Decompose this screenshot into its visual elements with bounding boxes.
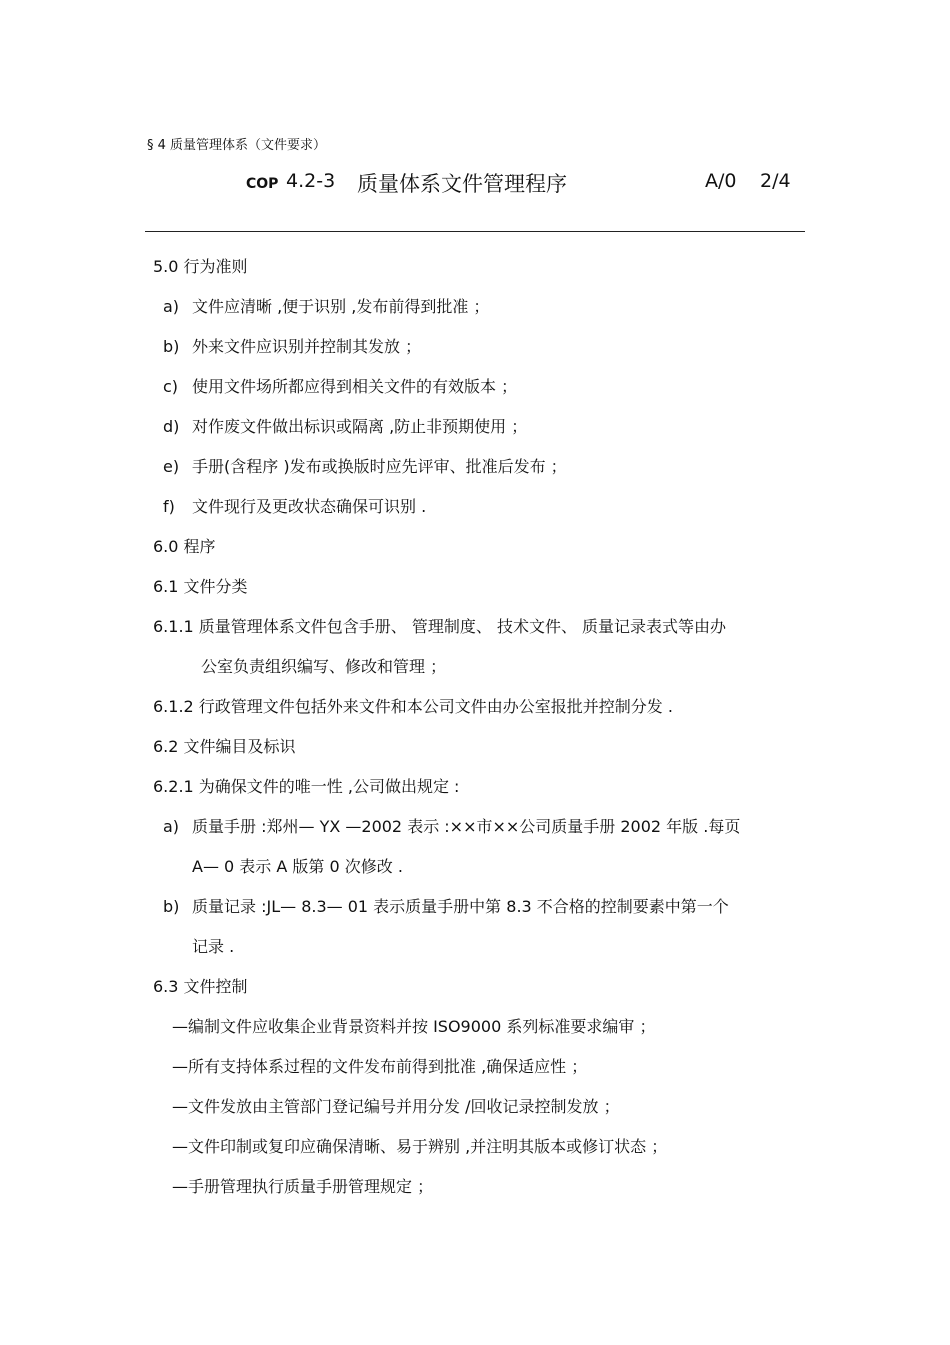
list-item	[163, 894, 729, 917]
list-item	[163, 374, 517, 397]
list-item	[163, 414, 527, 437]
section-heading: 6.1 文件分类	[153, 577, 248, 596]
list-text: 对作废文件做出标识或隔离 ,防止非预期使用 ；	[192, 417, 528, 436]
section-heading: 6.3 文件控制	[153, 977, 248, 996]
list-item	[163, 294, 489, 317]
list-label: c)	[163, 377, 179, 396]
page-number: 2/4	[760, 170, 791, 192]
header-divider	[145, 231, 805, 232]
list-text: 质量手册 :郑州— YX —2002 表示 :××市××公司质量手册 2002 年版 .每页	[192, 817, 741, 836]
list-label: b)	[163, 337, 180, 356]
list-text: 手册(含程序 )发布或换版时应先评审、批准后发布 ；	[192, 457, 567, 476]
list-text: 文件现行及更改状态确保可识别 .	[192, 497, 427, 516]
list-text: 质量记录 :JL— 8.3— 01 表示质量手册中第 8.3 不合格的控制要素中第一个	[192, 897, 729, 916]
section-heading: 5.0 行为准则	[153, 257, 248, 276]
paragraph-line: 6.1.2 行政管理文件包括外来文件和本公司文件由办公室报批并控制分发 .	[153, 697, 673, 716]
paragraph-line: 6.1.1 质量管理体系文件包含手册、 管理制度、 技术文件、 质量记录表式等由办	[153, 617, 727, 636]
dash-item: —文件印制或复印应确保清晰、易于辨别 ,并注明其版本或修订状态 ；	[172, 1137, 668, 1156]
list-label: e)	[163, 457, 180, 476]
list-item	[163, 454, 567, 477]
list-label: b)	[163, 897, 180, 916]
section-note: § 4 质量管理体系（文件要求）	[147, 138, 327, 153]
paragraph-line: 记录 .	[192, 937, 235, 956]
list-text: 文件应清晰 ,便于识别 ,发布前得到批准 ；	[192, 297, 490, 316]
doc-prefix: COP	[246, 176, 279, 192]
section-heading: 6.0 程序	[153, 537, 216, 556]
paragraph-line: 6.2.1 为确保文件的唯一性 ,公司做出规定 :	[153, 777, 460, 796]
section-heading: 6.2 文件编目及标识	[153, 737, 296, 756]
list-item	[163, 494, 426, 517]
list-item	[163, 334, 421, 357]
doc-code: 4.2-3	[286, 170, 336, 192]
list-label: d)	[163, 417, 180, 436]
paragraph-line: A— 0 表示 A 版第 0 次修改 .	[192, 857, 403, 876]
doc-title: 质量体系文件管理程序	[357, 172, 567, 196]
list-label: f)	[163, 497, 175, 516]
list-item	[163, 814, 740, 837]
list-text: 外来文件应识别并控制其发放 ；	[192, 337, 422, 356]
list-label: a)	[163, 297, 180, 316]
paragraph-line: 公室负责组织编写、修改和管理 ；	[201, 657, 447, 676]
doc-version: A/0	[705, 170, 737, 192]
list-text: 使用文件场所都应得到相关文件的有效版本 ；	[192, 377, 518, 396]
dash-item: —手册管理执行质量手册管理规定 ；	[172, 1177, 434, 1196]
dash-item: —文件发放由主管部门登记编号并用分发 /回收记录控制发放 ；	[172, 1097, 620, 1116]
dash-item: —所有支持体系过程的文件发布前得到批准 ,确保适应性 ；	[172, 1057, 588, 1076]
dash-item: —编制文件应收集企业背景资料并按 ISO9000 系列标准要求编审 ；	[172, 1017, 656, 1036]
list-label: a)	[163, 817, 180, 836]
